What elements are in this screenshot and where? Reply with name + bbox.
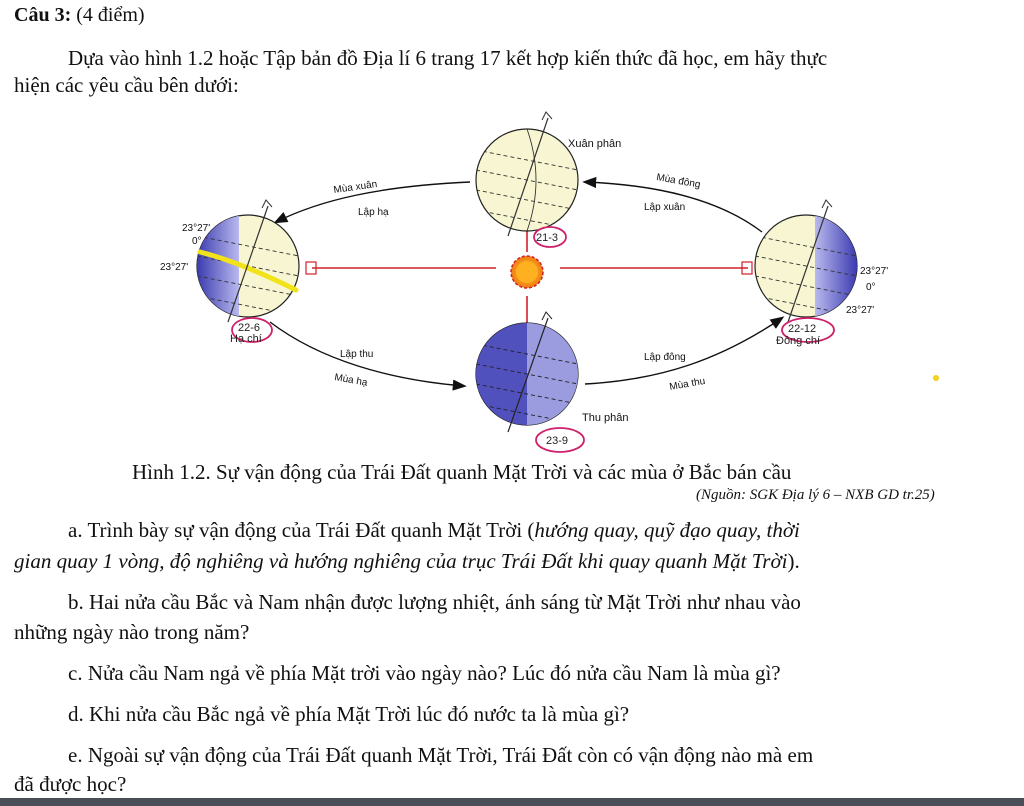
item-a-prefix: a. Trình bày sự vận động của Trái Đất quanh Mặt Trời (	[68, 518, 535, 542]
orbit-arc-bottom-right	[585, 318, 782, 384]
label-right-lat-3: 23°27'	[846, 305, 875, 316]
item-a-suffix: ).	[787, 549, 800, 573]
label-thu-phan: Thu phân	[582, 412, 629, 424]
item-a-line-1	[68, 517, 800, 543]
label-date-22-12: 22-12	[788, 323, 817, 335]
item-a-line-2	[14, 548, 800, 574]
intro-line-2: hiện các yêu cầu bên dưới:	[14, 73, 239, 97]
label-lap-ha: Lập hạ	[358, 207, 389, 218]
globe-thu-phan	[476, 312, 578, 432]
label-mua-ha: Mùa hạ	[333, 372, 369, 389]
label-mua-dong: Mùa đông	[655, 172, 702, 191]
globe-dong-chi	[755, 200, 857, 322]
label-right-lat-1: 23°27'	[860, 266, 889, 277]
label-date-23-9: 23-9	[546, 435, 569, 447]
label-dong-chi: Đông chí	[776, 335, 821, 347]
item-b-line-1: b. Hai nửa cầu Bắc và Nam nhận được lượng nhiệt, ánh sáng từ Mặt Trời như nhau vào	[68, 590, 801, 614]
item-e-line-1: e. Ngoài sự vận động của Trái Đất quanh Mặt Trời, Trái Đất còn có vận động nào mà em	[68, 743, 814, 767]
label-right-lat-2: 0°	[866, 282, 876, 293]
item-d-line-1: d. Khi nửa cầu Bắc ngả về phía Mặt Trời lúc đó nước ta là mùa gì?	[68, 702, 630, 726]
window-bottom-bar	[0, 798, 1024, 806]
label-lap-dong: Lập đông	[644, 352, 686, 363]
sun-icon	[511, 256, 543, 288]
globe-xuan-phan	[476, 112, 578, 236]
label-left-lat-1: 23°27'	[182, 223, 211, 234]
item-a-italic-1: hướng quay, quỹ đạo quay, thời	[534, 518, 800, 542]
label-mua-thu: Mùa thu	[668, 375, 707, 393]
label-date-22-6: 22-6	[238, 322, 261, 334]
label-mua-xuan: Mùa xuân	[332, 178, 378, 196]
intro-line-1: Dựa vào hình 1.2 hoặc Tập bản đồ Địa lí 6 trang 17 kết hợp kiến thức đã học, em hãy thực	[68, 46, 828, 70]
figure-caption: Hình 1.2. Sự vận động của Trái Đất quanh Mặt Trời và các mùa ở Bắc bán cầu	[132, 460, 792, 484]
item-c-line-1: c. Nửa cầu Nam ngả về phía Mặt trời vào ngày nào? Lúc đó nửa cầu Nam là mùa gì?	[68, 661, 781, 685]
label-date-21-3: 21-3	[536, 232, 559, 244]
question-label: Câu 3:	[14, 4, 72, 26]
label-lap-thu: Lập thu	[340, 349, 374, 360]
item-b-line-2: những ngày nào trong năm?	[14, 620, 250, 644]
label-lap-xuan: Lập xuân	[644, 202, 686, 213]
question-points: (4 điểm)	[76, 4, 145, 26]
label-xuan-phan: Xuân phân	[568, 138, 622, 150]
item-e-line-2: đã được học?	[14, 772, 127, 796]
label-left-lat-3: 23°27'	[160, 262, 189, 273]
figure-source: (Nguồn: SGK Địa lý 6 – NXB GD tr.25)	[696, 487, 935, 503]
label-left-lat-2: 0°	[192, 236, 202, 247]
stray-dot	[933, 375, 939, 381]
item-a-italic-2: gian quay 1 vòng, độ nghiêng và hướng nghiêng của trục Trái Đất khi quay quanh Mặt Trời	[14, 549, 788, 573]
label-ha-chi: Hạ chí	[230, 333, 262, 345]
